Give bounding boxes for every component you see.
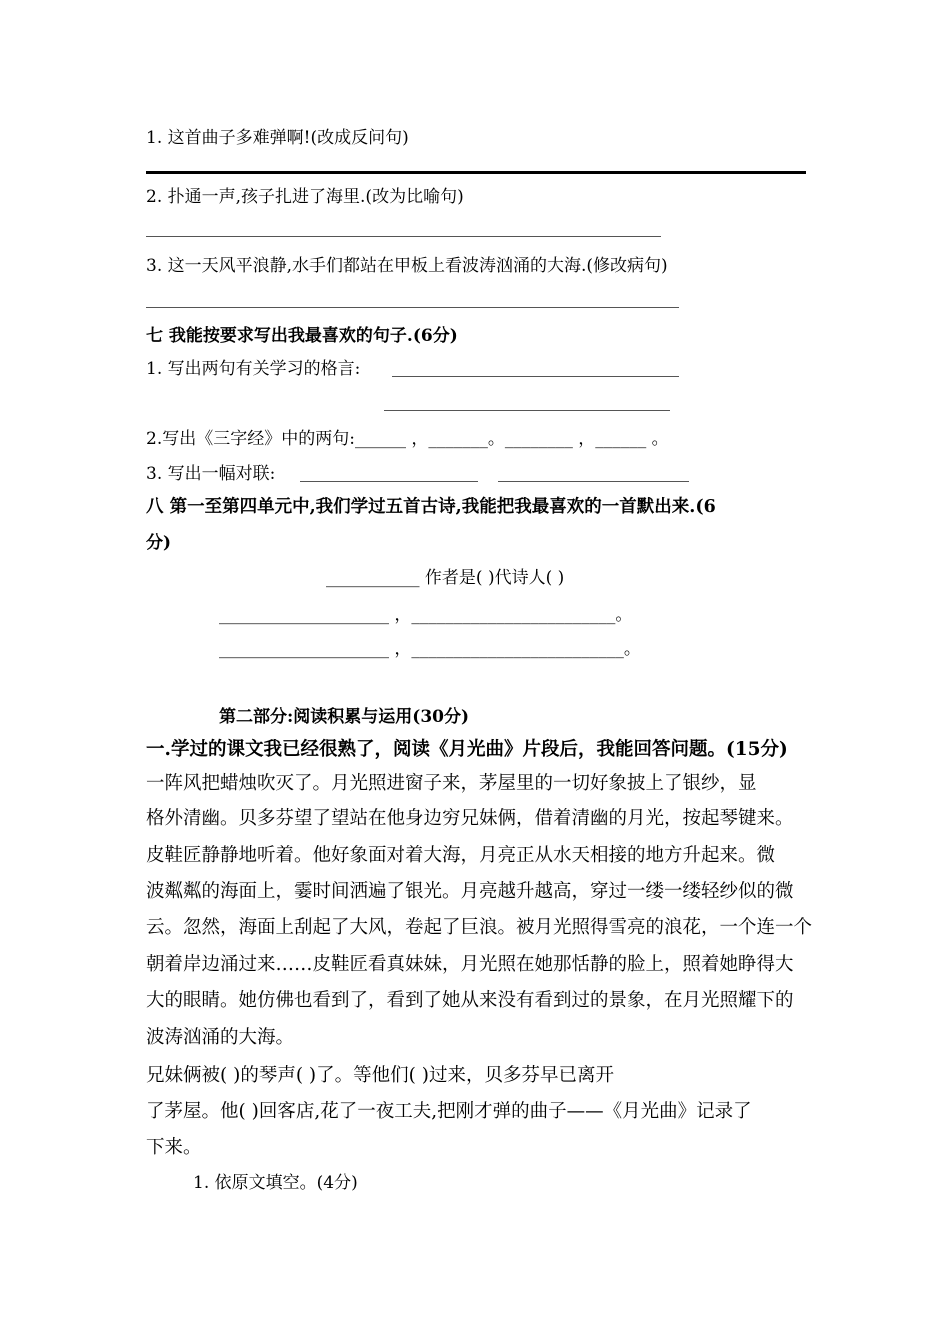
section-8-heading: 八 第一至第四单元中,我们学过五首古诗,我能把我最喜欢的一首默出来.(6: [146, 497, 716, 517]
answer-line-7-1b: [384, 410, 670, 411]
section-7-heading: 七 我能按要求写出我最喜欢的句子.(6分): [146, 326, 458, 346]
answer-line-7-1a: [392, 376, 679, 377]
passage-line: 了茅屋。他( )回客店,花了一夜工夫,把刚才弹的曲子——《月光曲》记录了: [146, 1101, 752, 1122]
passage-line: 皮鞋匠静静地听着。他好象面对着大海，月亮正从水天相接的地方升起来。微: [146, 845, 776, 866]
section-8-heading-cont: 分): [146, 533, 172, 553]
passage-line: 波粼粼的海面上，霎时间洒遍了银光。月亮越升越高，穿过一缕一缕轻纱似的微: [146, 881, 794, 902]
answer-line-6-2: [146, 236, 661, 237]
poem-verse-line-1: ____________________ ，________________________。: [219, 605, 633, 625]
question-6-3: 3. 这一天风平浪静,水手们都站在甲板上看波涛汹涌的大海.(修改病句): [146, 256, 668, 276]
passage-line: 下来。: [146, 1137, 202, 1158]
question-6-2: 2. 扑通一声,孩子扎进了海里.(改为比喻句): [146, 187, 464, 207]
answer-line-6-1: [146, 171, 806, 174]
question-7-1: 1. 写出两句有关学习的格言:: [146, 359, 361, 379]
answer-line-7-3b: [498, 481, 689, 482]
part-2-title: 第二部分:阅读积累与运用(30分): [219, 707, 470, 727]
question-7-2: 2.写出《三字经》中的两句:______ ，_______。________ ，______ 。: [146, 429, 669, 449]
question-7-3: 3. 写出一幅对联:: [146, 464, 276, 484]
passage-line: 云。忽然，海面上刮起了大风，卷起了巨浪。被月光照得雪亮的浪花，一个连一个: [146, 917, 813, 938]
passage-line: 一阵风把蜡烛吹灭了。月光照进窗子来，茅屋里的一切好象披上了银纱，显: [146, 773, 757, 794]
poem-title-line: ___________ 作者是( )代诗人( ): [326, 568, 565, 588]
passage-line: 格外清幽。贝多芬望了望站在他身边穷兄妹俩，借着清幽的月光，按起琴键来。: [146, 808, 794, 829]
passage-line: 大的眼睛。她仿佛也看到了，看到了她从来没有看到过的景象，在月光照耀下的: [146, 990, 794, 1011]
passage-line: 波涛汹涌的大海。: [146, 1027, 295, 1048]
poem-verse-line-2: ____________________ ，_________________________。: [219, 639, 641, 659]
sub-question-1: 1. 依原文填空。(4分): [193, 1173, 358, 1193]
passage-line: 兄妹俩被( )的琴声( )了。等他们( )过来，贝多芬早已离开: [146, 1065, 614, 1086]
reading-question-heading: 一.学过的课文我已经很熟了，阅读《月光曲》片段后，我能回答问题。(15分): [146, 739, 788, 760]
answer-line-7-3a: [300, 481, 478, 482]
passage-line: 朝着岸边涌过来……皮鞋匠看真妹妹，月光照在她那恬静的脸上，照着她睁得大: [146, 954, 794, 975]
answer-line-6-3: [146, 307, 679, 308]
question-6-1: 1. 这首曲子多难弹啊!(改成反问句): [146, 128, 409, 148]
